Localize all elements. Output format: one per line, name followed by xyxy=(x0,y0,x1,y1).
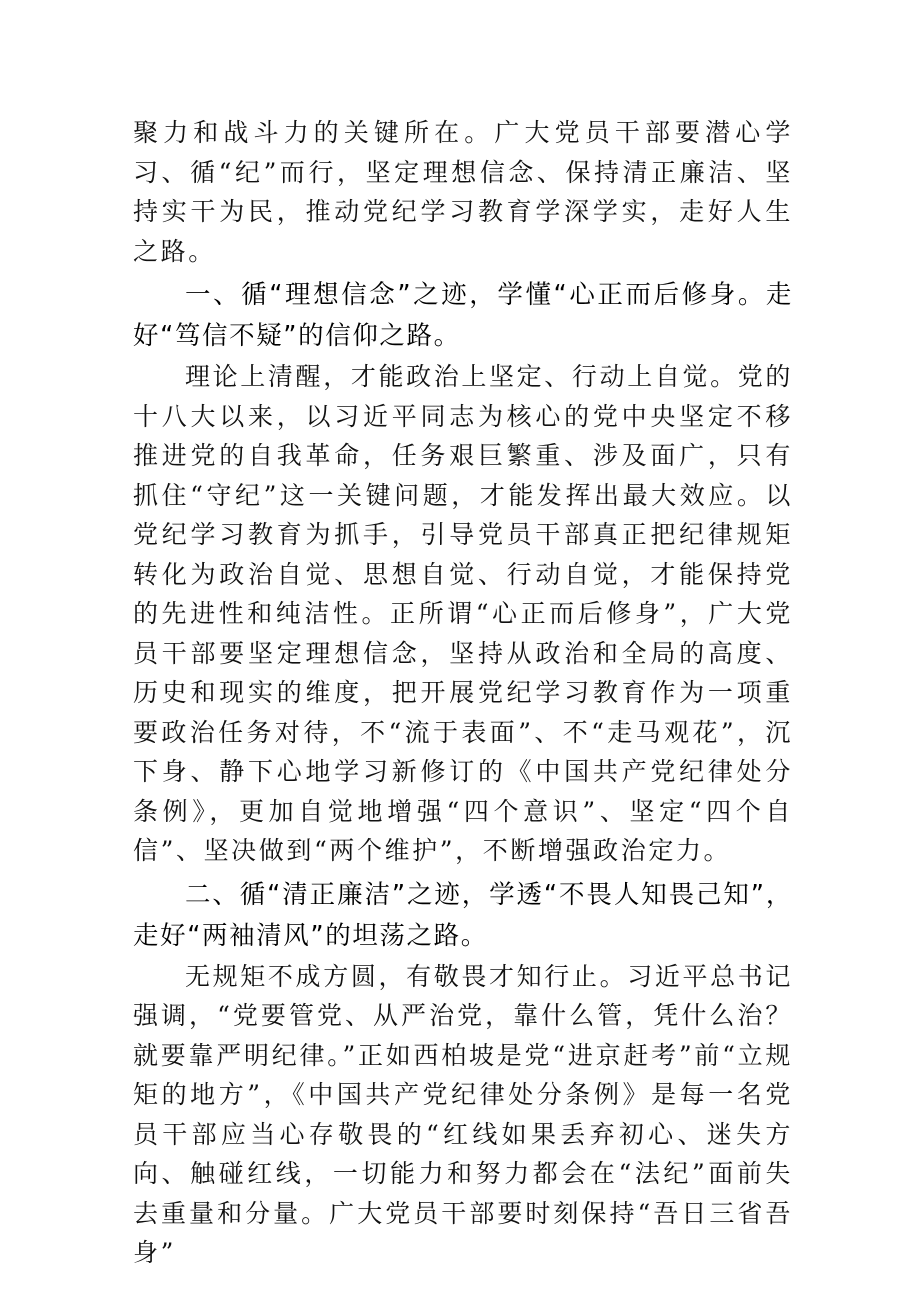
section-heading-2: 二、循“清正廉洁”之迹，学透“不畏人知畏己知”，走好“两袖清风”的坦荡之路。 xyxy=(133,879,793,951)
section-heading-1: 一、循“理想信念”之迹，学懂“心正而后修身。走好“笃信不疑”的信仰之路。 xyxy=(133,280,793,351)
paragraph-intro-continued: 聚力和战斗力的关键所在。广大党员干部要潜心学习、循“纪”而行，坚定理想信念、保持清正廉洁、坚持实干为民，推动党纪学习教育学深学实，走好人生之路。 xyxy=(133,118,793,266)
paragraph-section-2: 无规矩不成方圆，有敬畏才知行止。习近平总书记强调，“党要管党、从严治党，靠什么管，凭什么治？就要靠严明纪律。”正如西柏坡是党“进京赶考”前“立规矩的地方”，《中国共产党纪律处分条例》是每一名党员干部应当心存敬畏的“红线如果丢弃初心、迷失方向、触碰红线，一切能力和努力都会在“法纪”面前失去重量和分量。广大党员干部要时刻保持“吾日三省吾身” xyxy=(133,961,793,1267)
document-body xyxy=(133,113,793,1273)
paragraph-section-1: 理论上清醒，才能政治上坚定、行动上自觉。党的十八大以来，以习近平同志为核心的党中央坚定不移推进党的自我革命，任务艰巨繁重、涉及面广，只有抓住“守纪”这一关键问题，才能发挥出最大效应。以党纪学习教育为抓手，引导党员干部真正把纪律规矩转化为政治自觉、思想自觉、行动自觉，才能保持党的先进性和纯洁性。正所谓“心正而后修身”，广大党员干部要坚定理想信念，坚持从政治和全局的高度、历史和现实的维度，把开展党纪学习教育作为一项重要政治任务对待，不“流于表面”、不“走马观花”，沉下身、静下心地学习新修订的《中国共产党纪律处分条例》，更加自觉地增强“四个意识”、坚定“四个自信”、坚决做到“两个维护”，不断增强政治定力。 xyxy=(133,362,793,865)
